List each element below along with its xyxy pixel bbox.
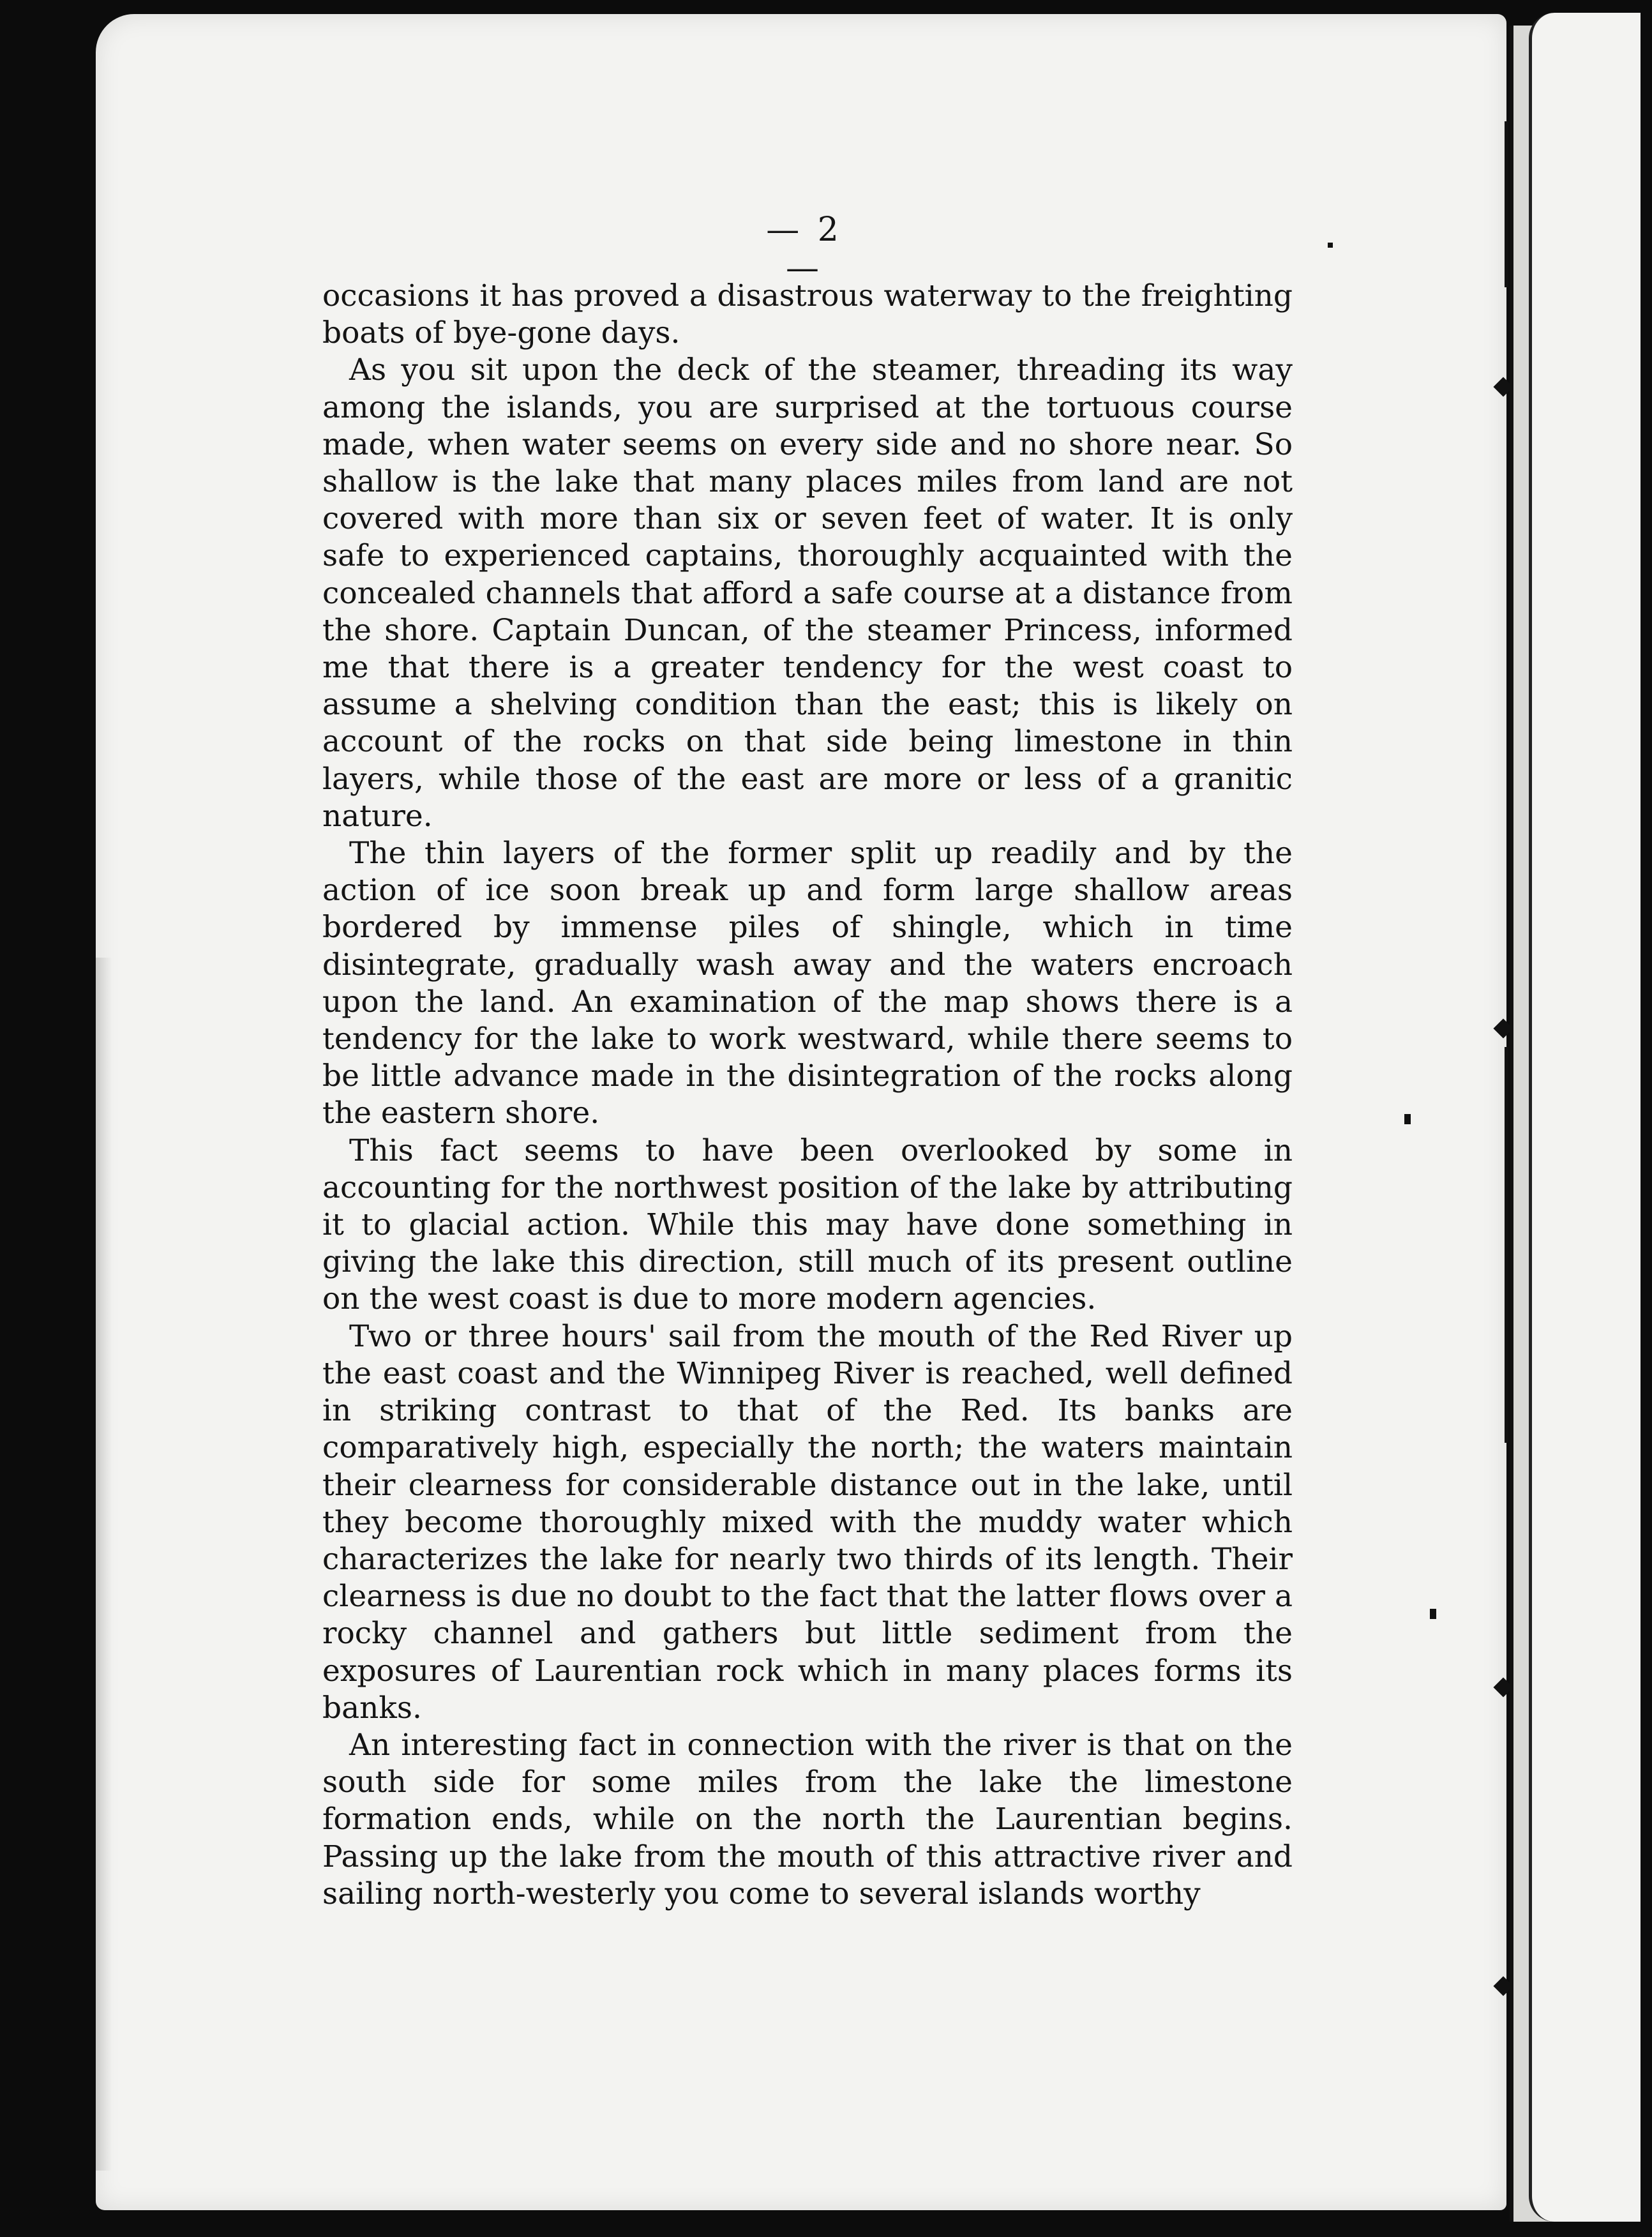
paragraph: An interesting fact in connection with the river is that on the south side for some miles from the lake the limestone formation ends, while on the north the Laurentian begins. Passing up the lake from the mouth of this attractive river and sailing north-westerly you come to several islands worthy (322, 1727, 1293, 1911)
paragraph: The thin layers of the former split up readily and by the action of ice soon break up and form large shallow areas bordered by immense piles of shingle, which in time disintegrate, gradually wash away and the waters encroach upon the land. An examination of the map shows there is a tendency for the lake to work westward, while there seems to be little advance made in the disintegration of the rocks along the eastern shore. (322, 836, 1293, 1131)
paragraph: This fact seems to have been overlooked by some in accounting for the northwest position of the lake by attributing it to glacial action. While this may have done something in giving the lake this direction, still much of its present outline on the west coast is due to more modern agencies. (322, 1133, 1293, 1317)
paragraph: Two or three hours' sail from the mouth of the Red River up the east coast and the Winnipeg River is reached, well defined in striking contrast to that of the Red. Its banks are comparatively high, especially the north; the waters maintain their clearness for considerable distance out in the lake, until they become thoroughly mixed with the muddy water which characterizes the lake for nearly two thirds of its length. Their clearness is due no doubt to the fact that the latter flows over a rocky channel and gathers but little sediment from the exposures of Laurentian rock which in many places forms its banks. (322, 1318, 1293, 1726)
page-fold-shadow (96, 958, 112, 2171)
stray-ink-mark (1505, 121, 1508, 287)
stray-ink-mark (1505, 1047, 1508, 1443)
paragraph: occasions it has proved a disastrous waterway to the freighting boats of bye-gone days. (322, 278, 1293, 351)
page-number: — 2 — (766, 211, 843, 287)
stray-ink-mark (1328, 243, 1333, 248)
body-text (322, 278, 1293, 1913)
adjacent-page (1529, 13, 1641, 2222)
paragraph: As you sit upon the deck of the steamer, threading its way among the islands, you are surprised at the tortuous course made, when water seems on every side and no shore near. So shallow is the lake that many places miles from land are not covered with more than six or seven feet of water. It is only safe to experienced captains, thoroughly acquainted with the concealed channels that afford a safe course at a distance from the shore. Captain Duncan, of the steamer Princess, informed me that there is a greater tendency for the west coast to assume a shelving condition than the east; this is likely on account of the rocks on that side being limestone in thin layers, while those of the east are more or less of a granitic nature. (322, 352, 1293, 834)
stray-ink-mark (1430, 1609, 1436, 1619)
stray-ink-mark (1404, 1114, 1411, 1124)
